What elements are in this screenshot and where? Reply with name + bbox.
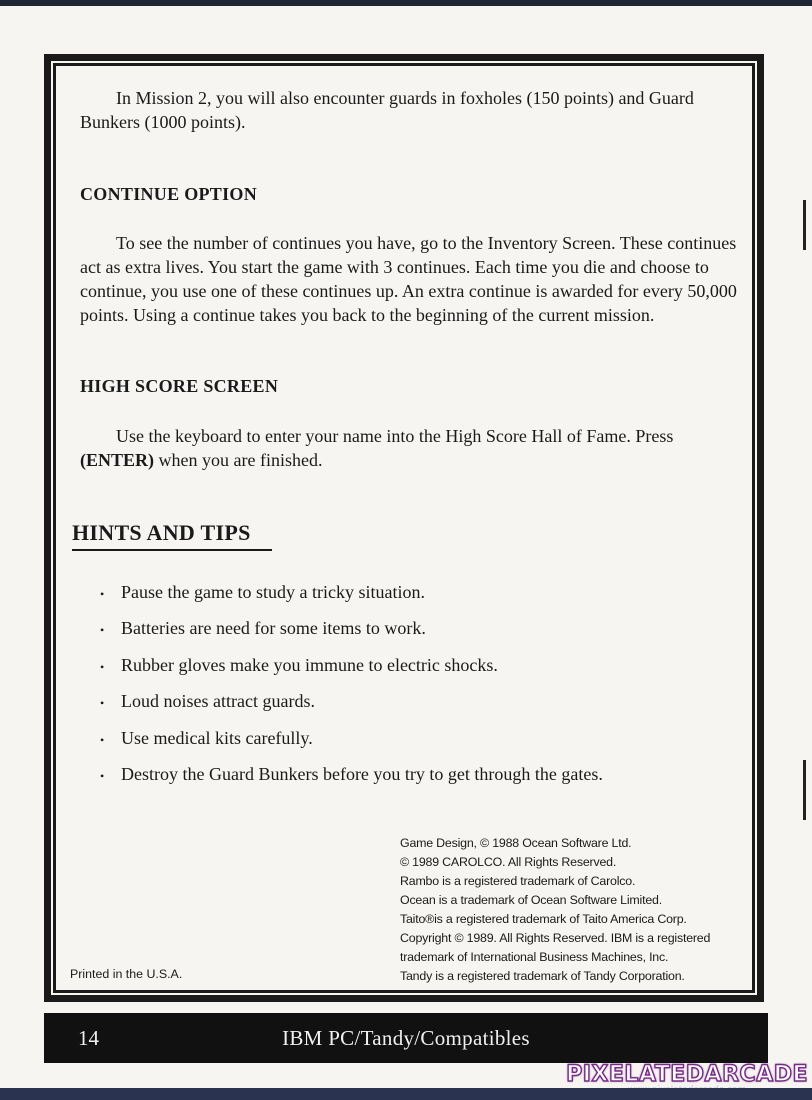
high-score-text-after: when you are finished.: [154, 450, 323, 470]
intro-text: In Mission 2, you will also encounter guards in foxholes (150 points) and Guard Bunkers (1000 points).: [80, 88, 694, 132]
hint-text: Rubber gloves make you immune to electric shocks.: [121, 654, 498, 675]
legal-line: © 1989 CAROLCO. All Rights Reserved.: [400, 855, 617, 869]
legal-line: Ocean is a trademark of Ocean Software Limited.: [400, 893, 662, 907]
printed-in-usa: Printed in the U.S.A.: [70, 967, 183, 981]
bullet-icon: •: [100, 768, 105, 783]
hint-text: Use medical kits carefully.: [121, 727, 313, 748]
page-bottom-edge: [0, 1088, 812, 1100]
hint-text: Pause the game to study a tricky situation.: [121, 582, 425, 602]
hint-item: [100, 691, 603, 727]
bullet-icon: •: [100, 732, 105, 747]
legal-line: Game Design, © 1988 Ocean Software Ltd.: [400, 836, 632, 850]
hint-item: [100, 655, 603, 691]
intro-paragraph: [80, 86, 746, 134]
page-number: 14: [78, 1025, 99, 1050]
hint-item: [100, 764, 603, 800]
high-score-heading: HIGH SCORE SCREEN: [80, 376, 279, 396]
footer-bar: [44, 1013, 768, 1063]
high-score-text: [80, 424, 746, 472]
continue-option-heading: CONTINUE OPTION: [80, 184, 258, 204]
binding-mark-top: [803, 200, 806, 250]
high-score-text-before: Use the keyboard to enter your name into the High Score Hall of Fame. Press: [116, 426, 674, 446]
binding-mark-bottom: [803, 760, 806, 820]
hint-text: Loud noises attract guards.: [121, 691, 315, 712]
hint-text: Destroy the Guard Bunkers before you try to get through the gates.: [121, 763, 603, 784]
hints-list: [100, 582, 603, 800]
legal-notice: [400, 834, 760, 986]
high-score-paragraph: [80, 424, 746, 472]
legal-line: Rambo is a registered trademark of Carolco.: [400, 874, 636, 888]
hints-and-tips-title: HINTS AND TIPS: [72, 520, 272, 551]
enter-key-label: (ENTER): [80, 450, 155, 470]
page-top-edge: [0, 0, 812, 6]
hint-text: Batteries are need for some items to work.: [121, 618, 426, 639]
bullet-icon: •: [100, 696, 105, 711]
bullet-icon: •: [100, 623, 105, 638]
bullet-icon: •: [100, 659, 105, 674]
watermark-title: PIXELATEDARCADE: [566, 1062, 808, 1087]
legal-line: Tandy is a registered trademark of Tandy Corporation.: [400, 969, 685, 983]
legal-line: Taito®is a registered trademark of Taito America Corp.: [400, 912, 687, 926]
continue-option-paragraph: [80, 231, 746, 327]
legal-line: trademark of International Business Machines, Inc.: [400, 950, 669, 964]
hint-item: [100, 582, 603, 618]
legal-line: Copyright © 1989. All Rights Reserved. IBM is a registered: [400, 931, 711, 945]
hint-item: [100, 728, 603, 764]
continue-option-text: To see the number of continues you have, go to the Inventory Screen. These continues act as extra lives. You start the game with 3 continues. Each time you die and choose to continue, you use one of these continues up. An extra continue is awarded for every 50,000 points. Using a continue takes you back to the beginning of the current mission.: [80, 233, 737, 325]
hint-item: [100, 618, 603, 654]
footer-title: IBM PC/Tandy/Compatibles: [282, 1025, 530, 1050]
bullet-icon: •: [100, 587, 105, 601]
